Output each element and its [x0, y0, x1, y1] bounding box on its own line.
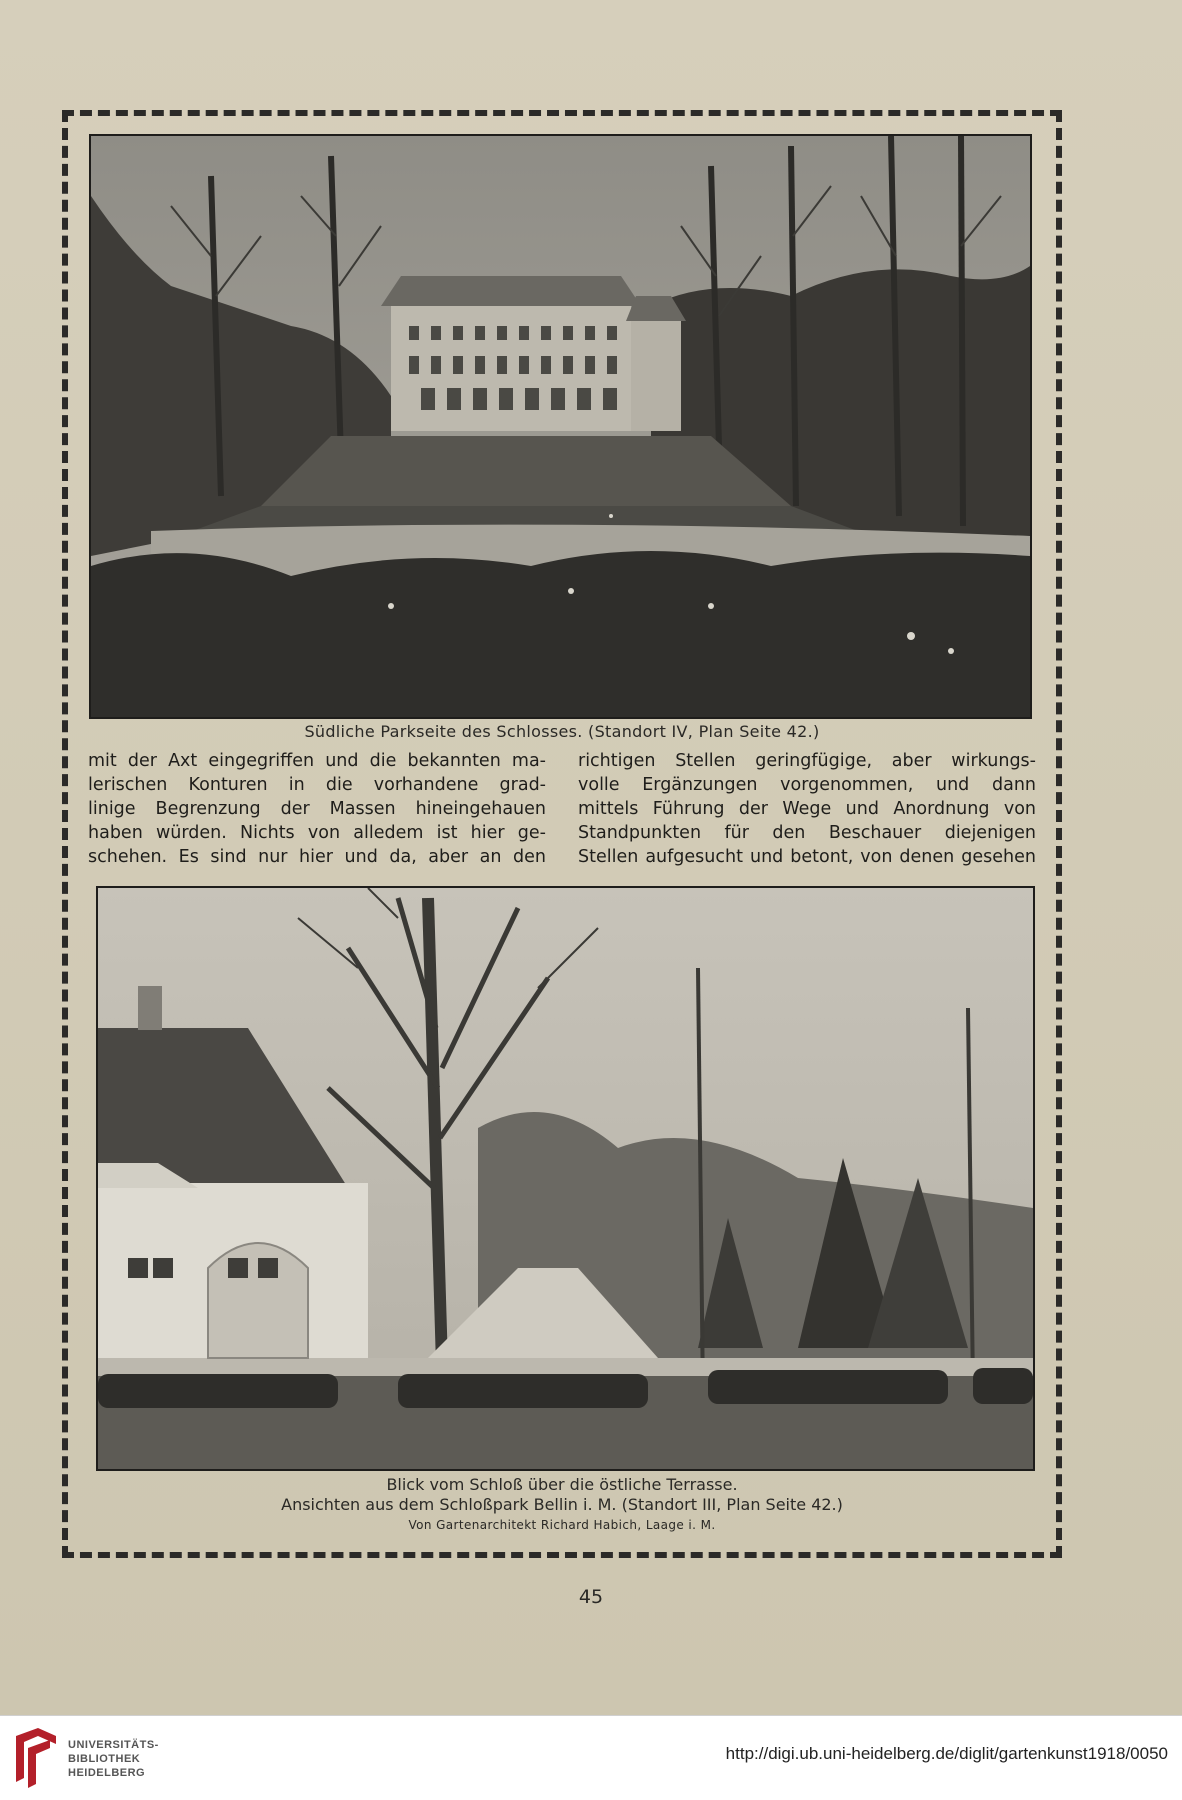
library-name-line: UNIVERSITÄTS-: [68, 1739, 159, 1751]
caption-bottom: [70, 1475, 1054, 1535]
text-column-right: [578, 749, 1036, 869]
text-column-left: [88, 749, 546, 869]
text-line: schehen. Es sind nur hier und da, aber an den: [88, 847, 546, 867]
text-line: richtigen Stellen geringfügige, aber wirkungs-: [578, 751, 1036, 771]
text-line: mittels Führung der Wege und Anordnung von: [578, 799, 1036, 819]
library-logo-icon[interactable]: [12, 1726, 60, 1788]
photo-credit: Von Gartenarchitekt Richard Habich, Laage i. M.: [408, 1518, 716, 1532]
library-name: [68, 1738, 159, 1780]
source-url-link[interactable]: http://digi.ub.uni-heidelberg.de/diglit/gartenkunst1918/0050: [725, 1744, 1168, 1763]
library-name-line: HEIDELBERG: [68, 1767, 146, 1779]
text-line: haben würden. Nichts von alledem ist hier ge-: [88, 823, 546, 843]
body-text: [88, 749, 1038, 871]
caption-bottom-line1: Blick vom Schloß über die östliche Terrasse.: [386, 1475, 738, 1494]
text-line: Standpunkten für den Beschauer diejenigen: [578, 823, 1036, 843]
text-line: volle Ergänzungen vorgenommen, und dann: [578, 775, 1036, 795]
page-number: 45: [578, 1586, 604, 1608]
text-line: linige Begrenzung der Massen hineingehauen: [88, 799, 546, 819]
text-line: mit der Axt eingegriffen und die bekannten ma-: [88, 751, 546, 771]
text-line: Stellen aufgesucht und betont, von denen gesehen: [578, 847, 1036, 867]
text-line: lerischen Konturen in die vorhandene grad-: [88, 775, 546, 795]
photo-castle-park-side: [89, 134, 1032, 719]
library-name-line: BIBLIOTHEK: [68, 1753, 141, 1765]
library-footer: [0, 1715, 1182, 1800]
caption-top: Südliche Parkseite des Schlosses. (Standort IV, Plan Seite 42.): [304, 722, 820, 741]
photo-east-terrace: [96, 886, 1035, 1471]
caption-bottom-line2: Ansichten aus dem Schloßpark Bellin i. M. (Standort III, Plan Seite 42.): [281, 1495, 843, 1514]
